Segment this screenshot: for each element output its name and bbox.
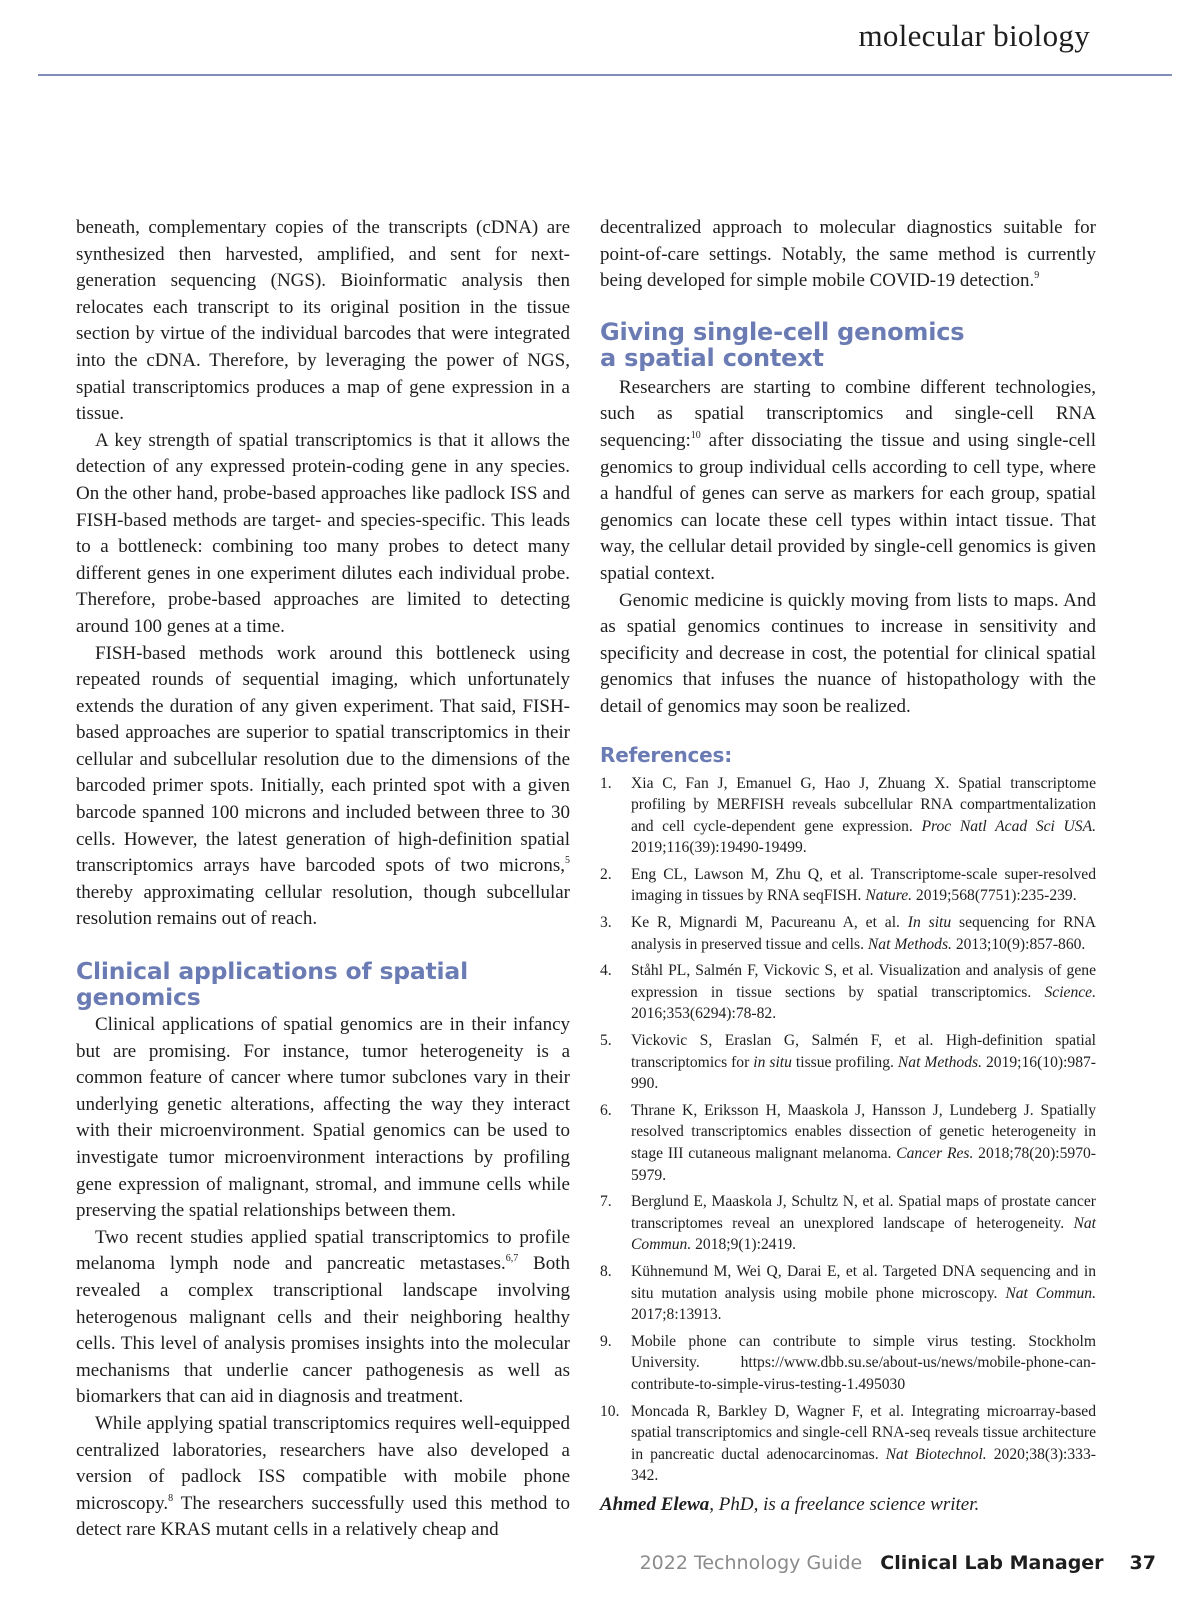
- reference-item: 2. Eng CL, Lawson M, Zhu Q, et al. Transcriptome-scale super-resolved imaging in tissues by RNA seqFISH. Nature. 2019;568(7751):235-239.: [600, 865, 1096, 905]
- citation-superscript: 9: [1034, 270, 1040, 282]
- references-heading: References:: [600, 742, 733, 767]
- author-name: Ahmed Elewa: [600, 1493, 710, 1515]
- left-column: [76, 215, 570, 1544]
- citation-superscript: 8: [168, 1492, 174, 1504]
- page-number: 37: [1129, 1552, 1156, 1574]
- header-rule: [38, 74, 1172, 76]
- paragraph: Two recent studies applied spatial transcriptomics to profile melanoma lymph node and pancreatic metastases.$^{6,7}$ Both revealed a complex transcriptional landscape involving heterogenous malignant cells and their neighboring healthy cells. This level of analysis promises insights into the molecular mechanisms that underlie cancer pathogenesis as well as biomarkers that can aid in diagnosis and treatment.: [76, 1226, 570, 1408]
- author-bio: Ahmed Elewa, PhD, is a freelance science writer.: [600, 1493, 980, 1515]
- section-heading: Giving single-cell genomics a spatial context: [600, 317, 965, 372]
- citation-superscript: 5: [565, 855, 570, 867]
- reference-item: 7. Berglund E, Maaskola J, Schultz N, et al. Spatial maps of prostate cancer transcriptomes reveal an unexplored landscape of heterogeneity. Nat Commun. 2018;9(1):2419.: [600, 1193, 1096, 1254]
- reference-item: 1. Xia C, Fan J, Emanuel G, Hao J, Zhuang X. Spatial transcriptome profiling by MERFISH reveals subcellular RNA compartmentalization and cell cycle-dependent gene expression. Proc Natl Acad Sci USA. 2019;116(39):19490-19499.: [600, 774, 1097, 857]
- paragraph: Genomic medicine is quickly moving from lists to maps. And as spatial genomics continues to increase in sensitivity and specificity and decrease in cost, the potential for clinical spatial genomics that infuses the nuance of histopathology with the detail of genomics may soon be realized.: [600, 589, 1096, 717]
- paragraph: beneath, complementary copies of the transcripts (cDNA) are synthesized then harvested, amplified, and sent for next-generation sequencing (NGS). Bioinformatic analysis then relocates each transcript to its original position in the tissue section by virtue of the individual barcodes that were integrated into the cDNA. Therefore, by leveraging the power of NGS, spatial transcriptomics produces a map of gene expression in a tissue.: [76, 217, 570, 425]
- page-footer: [640, 1552, 1156, 1574]
- references-list: [600, 773, 1096, 1487]
- section-label: molecular biology: [858, 18, 1090, 53]
- reference-item: 10. Moncada R, Barkley D, Wagner F, et al. Integrating microarray-based spatial transcriptomics and single-cell RNA-seq reveals tissue architecture in pancreatic ductal adenocarcinomas. Nat Biotechnol. 2020;38(3):333-342.: [600, 1402, 1096, 1485]
- paragraph: Researchers are starting to combine different technologies, such as spatial transcriptomics and single-cell RNA sequencing:$^{10}$ after dissociating the tissue and using single-cell genomics to group individual cells according to cell type, where a handful of genes can serve as markers for each group, spatial genomics can locate these cell types within intact tissue. That way, the cellular detail provided by single-cell genomics is given spatial context.: [600, 376, 1096, 584]
- reference-item: 4. Ståhl PL, Salmén F, Vickovic S, et al. Visualization and analysis of gene expression in tissue sections by spatial transcriptomics. Science. 2016;353(6294):78-82.: [600, 962, 1096, 1023]
- footer-magazine: Clinical Lab Manager: [880, 1552, 1104, 1574]
- paragraph: FISH-based methods work around this bottleneck using repeated rounds of sequential imaging, which unfortunately extends the duration of any given experiment. That said, FISH-based approaches are superior to spatial transcriptomics in their cellular and subcellular resolution due to the dimensions of the barcoded primer spots. Initially, each printed spot with a given barcode spanned 100 microns and included between three to 30 cells. However, the latest generation of high-definition spatial transcriptomics arrays have barcoded spots of two microns,$^5$ thereby approximating cellular resolution, though subcellular resolution remains out of reach.: [76, 642, 570, 930]
- right-column: [600, 215, 1096, 1519]
- footer-guide: 2022 Technology Guide: [639, 1552, 863, 1574]
- reference-item: 3. Ke R, Mignardi M, Pacureanu A, et al. In situ sequencing for RNA analysis in preserved tissue and cells. Nat Methods. 2013;10(9):857-860.: [600, 914, 1097, 953]
- paragraph: While applying spatial transcriptomics requires well-equipped centralized laboratories, researchers have also developed a version of padlock ISS compatible with mobile phone microscopy.$^8$ The researchers successfully used this method to detect rare KRAS mutant cells in a relatively cheap and: [76, 1412, 570, 1541]
- reference-item: 5. Vickovic S, Eraslan G, Salmén F, et al. High-definition spatial transcriptomics for in situ tissue profiling. Nat Methods. 2019;16(10):987-990.: [600, 1032, 1096, 1093]
- citation-superscript: 10: [690, 429, 701, 441]
- reference-item: 8. Kühnemund M, Wei Q, Darai E, et al. Targeted DNA sequencing and in situ mutation analysis using mobile phone microscopy. Nat Commun. 2017;8:13913.: [600, 1262, 1096, 1324]
- paragraph: A key strength of spatial transcriptomics is that it allows the detection of any expressed protein-coding gene in any species. On the other hand, probe-based approaches like padlock ISS and FISH-based methods are target- and species-specific. This leads to a bottleneck: combining too many probes to detect many different genes in one experiment dilutes each individual probe. Therefore, probe-based approaches are limited to detecting around 100 genes at a time.: [76, 429, 570, 637]
- reference-item: 6. Thrane K, Eriksson H, Maaskola J, Hansson J, Lundeberg J. Spatially resolved transcriptomics enables dissection of genetic heterogeneity in stage III cutaneous malignant melanoma. Cancer Res. 2018;78(20):5970-5979.: [600, 1101, 1096, 1184]
- reference-item: 9. Mobile phone can contribute to simple virus testing. Stockholm University. https://www.dbb.su.se/about-us/news/mobile-phone-can-contribute-to-simple-virus-testing-1.495030: [600, 1332, 1096, 1393]
- section-heading: Clinical applications of spatial genomics: [76, 957, 468, 1012]
- paragraph: Clinical applications of spatial genomics are in their infancy but are promising. For instance, tumor heterogeneity is a common feature of cancer where tumor subclones vary in their underlying genetic alterations, affecting the way they interact with their microenvironment. Spatial genomics can be used to investigate tumor microenvironment interactions by profiling gene expression of malignant, stromal, and immune cells while preserving the spatial relationships between them.: [76, 1014, 570, 1222]
- citation-superscript: 6,7: [505, 1253, 519, 1265]
- paragraph: decentralized approach to molecular diagnostics suitable for point-of-care settings. Notably, the same method is currently being developed for simple mobile COVID-19 detection.$^9$: [600, 217, 1096, 292]
